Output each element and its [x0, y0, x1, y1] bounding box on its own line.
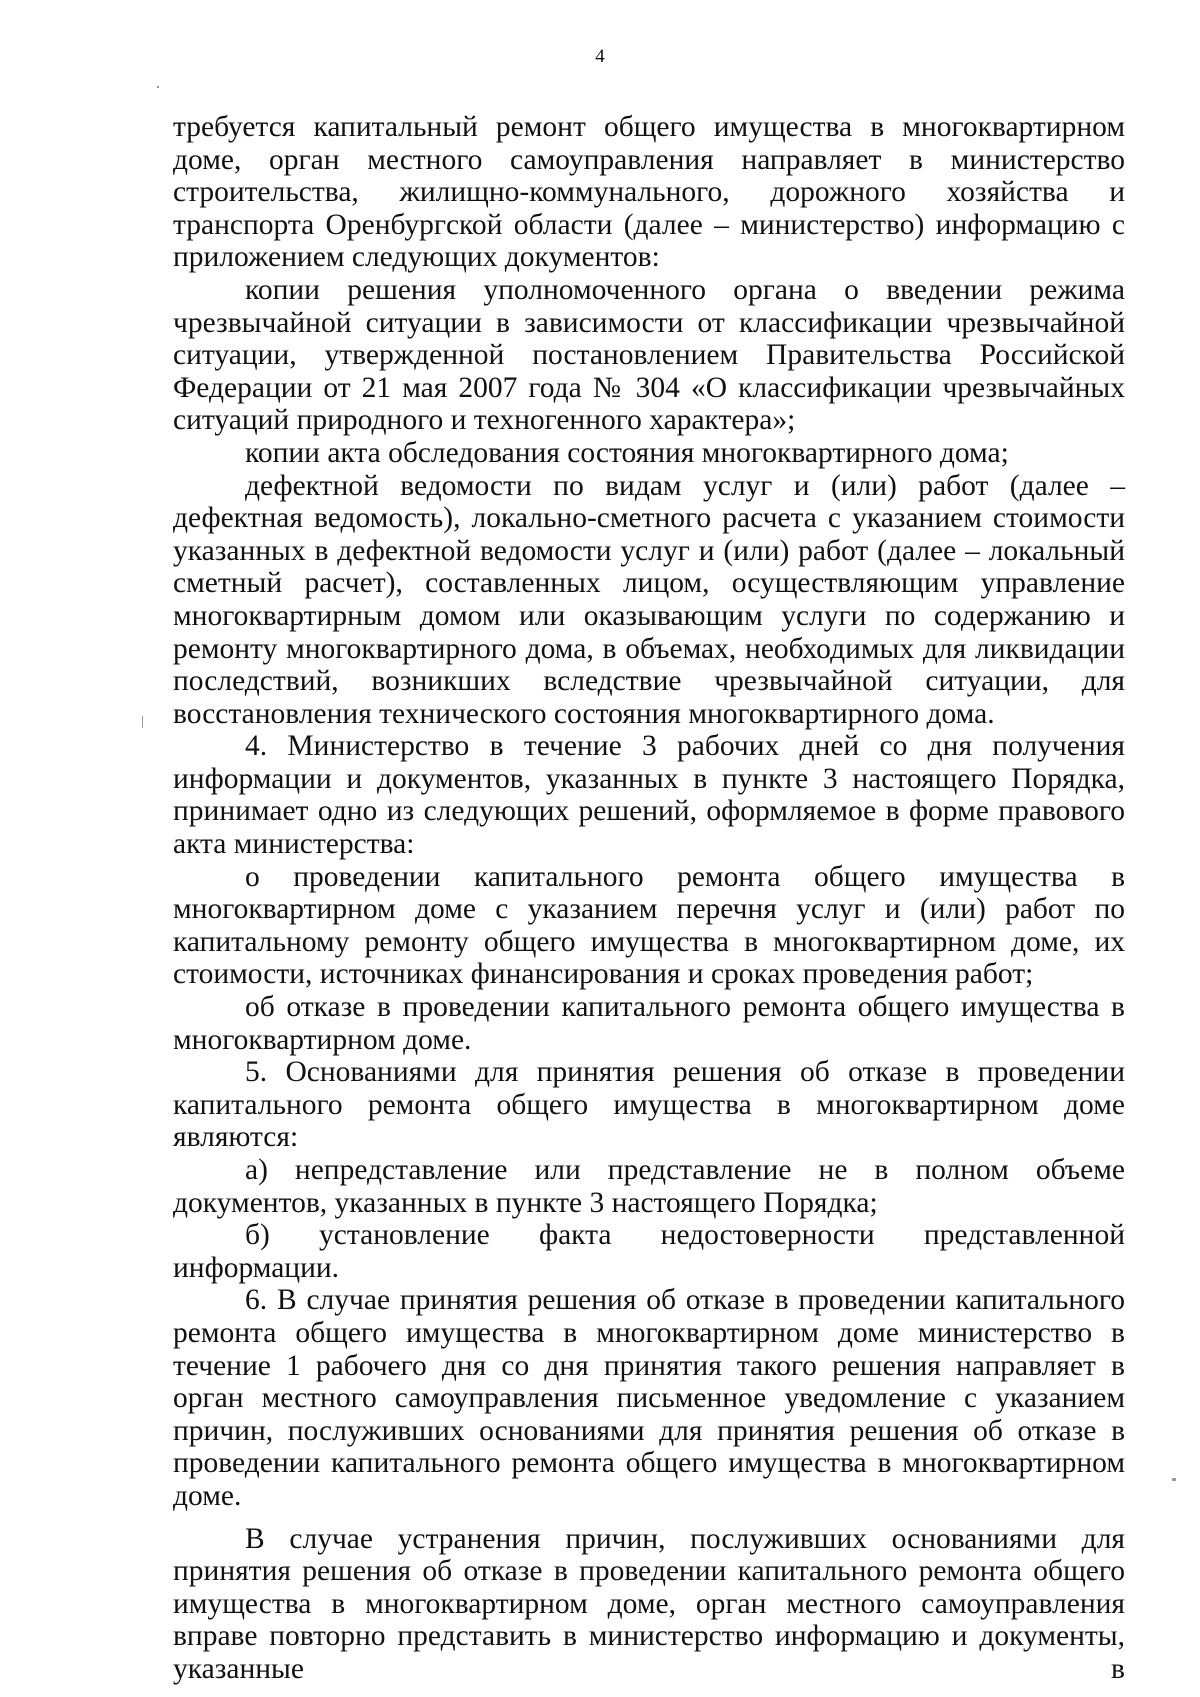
paragraph-clause-6: 6. В случае принятия решения об отказе в проведении капитального ремонта общего имущества в многоквартирном доме министерство в течение 1 рабочего дня со дня принятия такого решения направляет в орган местного самоуправления письменное уведомление с указанием причин, послуживших основаниями для принятия решения об отказе в проведении капитального ремонта общего имущества в многоквартирном доме.: [173, 1284, 1125, 1512]
page-number: 4: [595, 46, 605, 67]
paragraph-clause-5b: б) установление факта недостоверности представленной информации.: [173, 1219, 1125, 1284]
body-text: [173, 111, 1125, 1686]
paragraph-clause-5: 5. Основаниями для принятия решения об отказе в проведении капитального ремонта общего имущества в многоквартирном доме являются:: [173, 1056, 1125, 1154]
paragraph-intro: требуется капитальный ремонт общего имущества в многоквартирном доме, орган местного самоуправления направляет в министерство строительства, жилищно-коммунального, дорожного хозяйства и транспорта Оренбургской области (далее – министерство) информацию с приложением следующих документов:: [173, 111, 1125, 274]
scan-speck: [157, 86, 159, 88]
scan-speck: [142, 716, 143, 728]
paragraph-defect-statement: дефектной ведомости по видам услуг и (или) работ (далее – дефектная ведомость), локально-сметного расчета с указанием стоимости указанных в дефектной ведомости услуг и (или) работ (далее – локальный сметный расчет), составленных лицом, осуществляющим управление многоквартирным домом или оказывающим услуги по содержанию и ремонту многоквартирного дома, в объемах, необходимых для ликвидации последствий, возникших вследствие чрезвычайной ситуации, для восстановления технического состояния многоквартирного дома.: [173, 469, 1125, 730]
paragraph-inspection-act-copy: копии акта обследования состояния многоквартирного дома;: [245, 436, 1009, 469]
paragraph-clause-4: 4. Министерство в течение 3 рабочих дней со дня получения информации и документов, указанных в пункте 3 настоящего Порядка, принимает одно из следующих решений, оформляемое в форме правового акта министерства:: [173, 730, 1125, 861]
paragraph-refusal-decision: об отказе в проведении капитального ремонта общего имущества в многоквартирном доме.: [173, 991, 1125, 1056]
paragraph-resubmission: В случае устранения причин, послуживших основаниями для принятия решения об отказе в проведении капитального ремонта общего имущества в многоквартирном доме, орган местного самоуправления вправе повторно представить в министерство информацию и документы, указанные в: [173, 1522, 1125, 1685]
scan-speck: [1172, 1478, 1176, 1481]
paragraph-clause-5a: а) непредставление или представление не в полном объеме документов, указанных в пункте 3 настоящего Порядка;: [173, 1154, 1125, 1219]
paragraph-repair-decision: о проведении капитального ремонта общего имущества в многоквартирном доме с указанием перечня услуг и (или) работ по капитальному ремонту общего имущества в многоквартирном доме, их стоимости, источниках финансирования и сроках проведения работ;: [173, 860, 1125, 991]
paragraph-emergency-decision-copy: копии решения уполномоченного органа о введении режима чрезвычайной ситуации в зависимости от классификации чрезвычайной ситуации, утвержденной постановлением Правительства Российской Федерации от 21 мая 2007 года № 304 «О классификации чрезвычайных ситуаций природного и техногенного характера»;: [173, 273, 1125, 437]
